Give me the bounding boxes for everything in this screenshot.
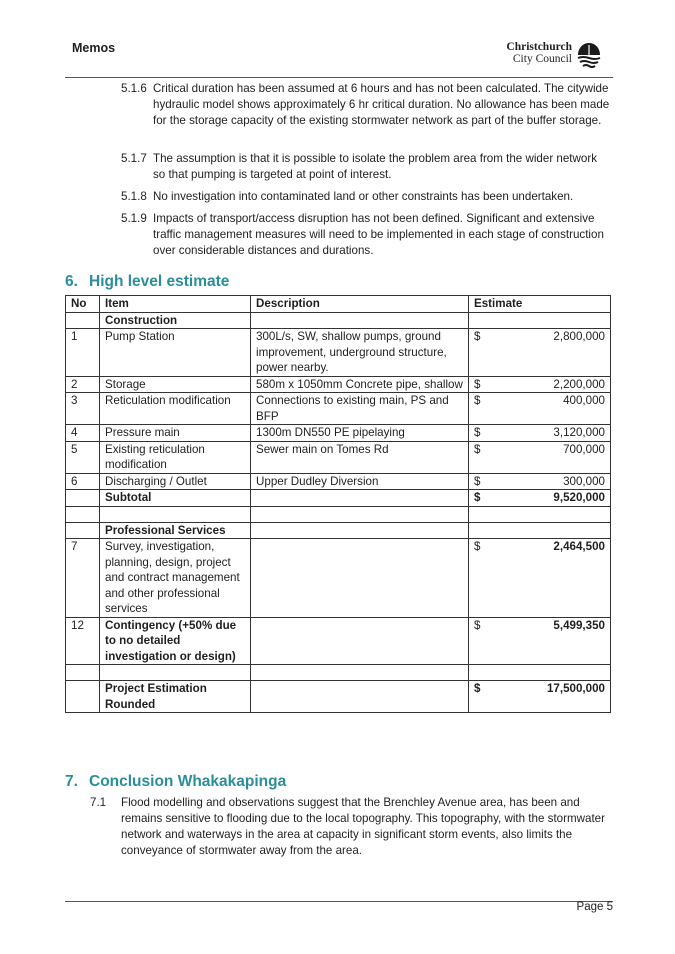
- council-logo: [498, 40, 602, 68]
- section-7-heading: [65, 773, 286, 791]
- row-no: 12: [66, 617, 100, 665]
- item-text: No investigation into contaminated land or other constraints has been undertaken.: [153, 190, 574, 203]
- row-item: Storage: [100, 376, 251, 393]
- amount: 700,000: [563, 442, 605, 456]
- total-row: [66, 681, 611, 713]
- table-row: [66, 617, 611, 665]
- row-description: Upper Dudley Diversion: [251, 473, 469, 490]
- total-label: Project Estimation Rounded: [100, 681, 251, 713]
- table-row: [66, 312, 611, 329]
- construction-label: Construction: [100, 312, 251, 329]
- logo-line-2: City Council: [512, 53, 572, 65]
- subtotal-amount: 9,520,000: [553, 491, 605, 504]
- subtotal-row: [66, 490, 611, 507]
- table-row: [66, 329, 611, 377]
- amount: 2,800,000: [553, 330, 605, 343]
- row-no: 3: [66, 393, 100, 425]
- total-estimate: [469, 681, 611, 713]
- header-item: Item: [100, 296, 251, 313]
- row-description: Sewer main on Tomes Rd: [251, 441, 469, 473]
- table-row: [66, 522, 611, 539]
- table-row: [66, 473, 611, 490]
- section-number: 7.: [65, 773, 78, 790]
- currency: $: [474, 442, 481, 456]
- header-estimate: Estimate: [469, 296, 611, 313]
- header-divider: [65, 77, 613, 78]
- row-item: Pressure main: [100, 425, 251, 442]
- list-item: [121, 211, 611, 259]
- page-number: Page 5: [576, 901, 613, 913]
- amount: 2,200,000: [553, 377, 605, 391]
- row-estimate: [469, 376, 611, 393]
- row-estimate: [469, 539, 611, 618]
- table-row: [66, 425, 611, 442]
- currency: $: [474, 540, 481, 553]
- currency: $: [474, 682, 481, 695]
- row-description: 300L/s, SW, shallow pumps, ground improvement, underground structure, power nearby.: [251, 329, 469, 377]
- currency: $: [474, 491, 481, 504]
- item-number: 5.1.9: [121, 212, 147, 225]
- section-title: High level estimate: [89, 273, 230, 290]
- list-item: [121, 189, 611, 205]
- currency: $: [474, 618, 481, 632]
- table-header-row: [66, 296, 611, 313]
- row-estimate: [469, 393, 611, 425]
- conclusion-item: [90, 795, 611, 859]
- table-row: [66, 539, 611, 618]
- logo-line-1: Christchurch: [506, 41, 572, 53]
- section-number: 6.: [65, 273, 78, 290]
- row-estimate: [469, 441, 611, 473]
- row-estimate: [469, 473, 611, 490]
- currency: $: [474, 394, 481, 407]
- row-item: Discharging / Outlet: [100, 473, 251, 490]
- amount: 300,000: [563, 474, 605, 488]
- spacer-row: [66, 665, 611, 681]
- subtotal-estimate: [469, 490, 611, 507]
- row-estimate: [469, 617, 611, 665]
- section-6-heading: [65, 273, 229, 291]
- row-no: 1: [66, 329, 100, 377]
- row-estimate: [469, 329, 611, 377]
- amount: 3,120,000: [553, 426, 605, 439]
- item-text: Impacts of transport/access disruption has not been defined. Significant and extensive traffic management measures will need to be implemented in each stage of construction over considerable distances and durations.: [153, 212, 604, 257]
- currency: $: [474, 330, 481, 343]
- list-item: [121, 151, 611, 183]
- amount: 2,464,500: [553, 540, 605, 553]
- table-row: [66, 376, 611, 393]
- item-number: 5.1.6: [121, 82, 147, 95]
- table-row: [66, 441, 611, 473]
- item-number: 5.1.7: [121, 152, 147, 165]
- total-amount: 17,500,000: [546, 682, 605, 695]
- item-number: 7.1: [90, 796, 107, 809]
- header-title: Memos: [72, 41, 116, 55]
- list-item: [121, 81, 611, 129]
- item-text: The assumption is that it is possible to isolate the problem area from the wider network so that pumping is targeted at point of interest.: [153, 152, 597, 181]
- header-no: No: [66, 296, 100, 313]
- amount: 5,499,350: [553, 618, 605, 632]
- row-no: 4: [66, 425, 100, 442]
- currency: $: [474, 426, 481, 439]
- item-text: Critical duration has been assumed at 6 hours and has not been calculated. The citywide hydraulic model shows approximately 6 hr critical duration. No allowance has been made for the storage capacity of the existing stormwater network as part of the buffer storage.: [153, 82, 610, 127]
- professional-label: Professional Services: [100, 522, 251, 539]
- currency: $: [474, 474, 481, 488]
- row-item: Survey, investigation, planning, design, project and contract management and other professional services: [100, 539, 251, 618]
- footer-divider: [65, 901, 613, 902]
- item-text: Flood modelling and observations suggest that the Brenchley Avenue area, has been and remains sensitive to flooding due to the local topography. This topography, with the stormwater network and waterways in the area at capacity in significant storm events, also limits the conveyance of stormwater away from the area.: [121, 796, 605, 857]
- row-no: 7: [66, 539, 100, 618]
- row-item: Reticulation modification: [100, 393, 251, 425]
- subtotal-label: Subtotal: [100, 490, 251, 507]
- spacer-row: [66, 506, 611, 522]
- row-estimate: [469, 425, 611, 442]
- row-item: Contingency (+50% due to no detailed investigation or design): [100, 617, 251, 665]
- estimate-table: [65, 295, 611, 713]
- row-no: 2: [66, 376, 100, 393]
- council-emblem-icon: [576, 42, 602, 68]
- header-description: Description: [251, 296, 469, 313]
- row-item: Pump Station: [100, 329, 251, 377]
- row-no: 5: [66, 441, 100, 473]
- row-description: 1300m DN550 PE pipelaying: [251, 425, 469, 442]
- currency: $: [474, 377, 481, 391]
- section-title: Conclusion Whakakapinga: [89, 773, 287, 790]
- row-item: Existing reticulation modification: [100, 441, 251, 473]
- row-description: 580m x 1050mm Concrete pipe, shallow: [251, 376, 469, 393]
- table-row: [66, 393, 611, 425]
- item-number: 5.1.8: [121, 190, 147, 203]
- row-description: Connections to existing main, PS and BFP: [251, 393, 469, 425]
- amount: 400,000: [563, 394, 605, 407]
- row-no: 6: [66, 473, 100, 490]
